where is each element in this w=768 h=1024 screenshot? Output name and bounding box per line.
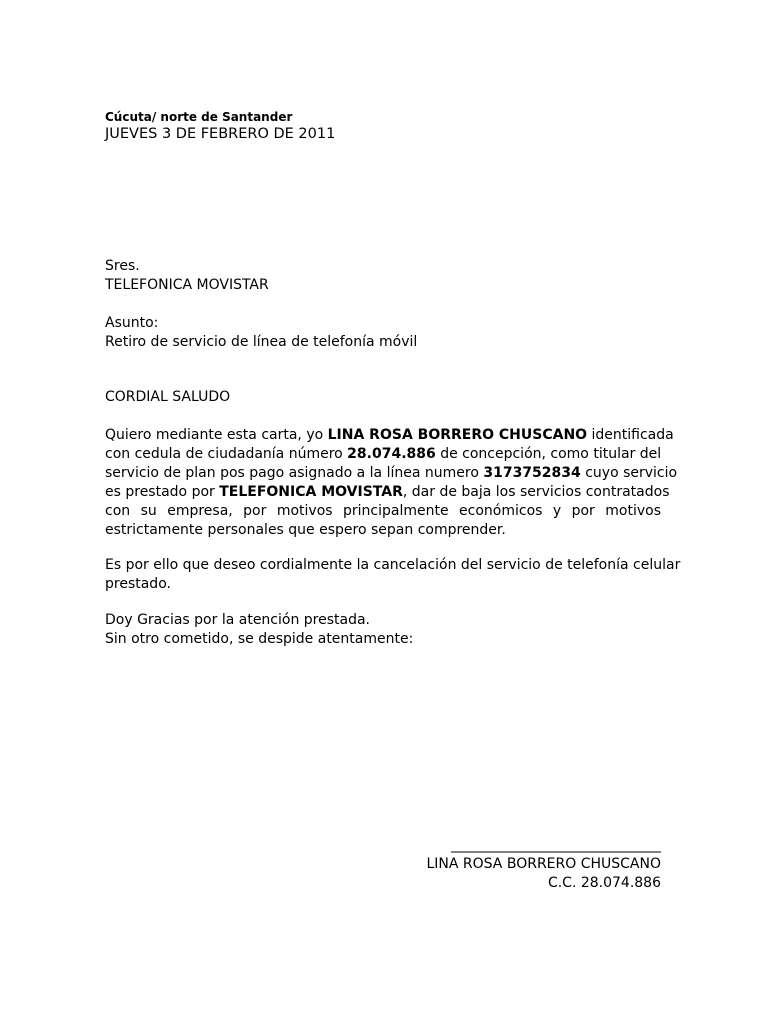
paragraph-3-line-2: Sin otro cometido, se despide atentamente: (105, 631, 414, 647)
text-fragment: con cedula de ciudadanía número (105, 446, 348, 462)
date-line: JUEVES 3 DE FEBRERO DE 2011 (105, 126, 336, 142)
paragraph-3-line-1: Doy Gracias por la atención prestada. (105, 612, 371, 628)
signature-id: C.C. 28.074.886 (547, 875, 661, 891)
subject-label: Asunto: (105, 315, 159, 331)
signature-name: LINA ROSA BORRERO CHUSCANO (426, 856, 661, 872)
subject-block (105, 314, 661, 352)
greeting: CORDIAL SALUDO (105, 389, 231, 405)
cedula-number: 28.074.886 (347, 446, 436, 462)
city-line: Cúcuta/ norte de Santander (105, 110, 293, 124)
recipient-salutation: Sres. (105, 258, 140, 274)
phone-number: 3173752834 (483, 465, 581, 481)
recipient-company: TELEFONICA MOVISTAR (105, 277, 269, 293)
paragraph-1-line-6: estrictamente personales que espero sepan comprender. (105, 522, 506, 538)
sender-name: LINA ROSA BORRERO CHUSCANO (327, 427, 588, 443)
paragraph-1-line-2 (105, 445, 661, 464)
signature-block (380, 836, 661, 893)
text-fragment: de concepción, como titular del (435, 446, 662, 462)
paragraph-2-line-1: Es por ello que deseo cordialmente la cancelación del servicio de telefonía celular (105, 557, 681, 573)
text-fragment: servicio de plan pos pago asignado a la línea numero (105, 465, 484, 481)
paragraph-1-line-3 (105, 464, 678, 483)
text-fragment: cuyo servicio (580, 465, 678, 481)
body-paragraph-1 (105, 426, 678, 540)
body-paragraph-2 (105, 556, 681, 594)
text-fragment: es prestado por (105, 484, 220, 500)
text-fragment: , dar de baja los servicios contratados (402, 484, 670, 500)
body-paragraph-3 (105, 611, 661, 649)
paragraph-1-line-1 (105, 426, 674, 445)
text-fragment: Quiero mediante esta carta, yo (105, 427, 328, 443)
paragraph-1-line-5: con su empresa, por motivos principalmente económicos y por motivos (105, 503, 661, 519)
paragraph-2-line-2: prestado. (105, 576, 171, 592)
paragraph-1-line-4 (105, 483, 670, 502)
recipient-block (105, 257, 661, 295)
signature-line: ______________________________ (451, 837, 661, 853)
subject-text: Retiro de servicio de línea de telefonía móvil (105, 334, 418, 350)
text-fragment: identificada (587, 427, 674, 443)
company-name: TELEFONICA MOVISTAR (219, 484, 403, 500)
